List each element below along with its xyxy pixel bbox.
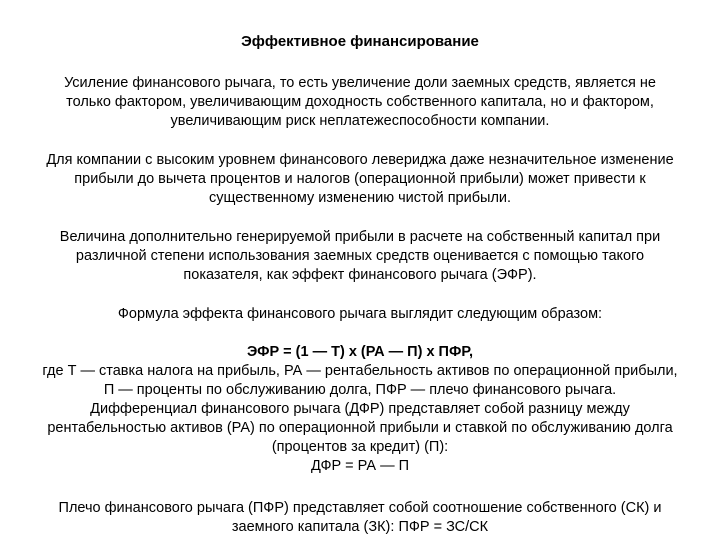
paragraph-high-leverage bbox=[0, 151, 720, 208]
text-line: Дифференциал финансового рычага (ДФР) представляет собой разницу между bbox=[90, 401, 630, 417]
text-line: заемного капитала (ЗК): ПФР = ЗС/СК bbox=[231, 519, 489, 535]
text-line: только фактором, увеличивающим доходность собственного капитала, но и фактором, bbox=[66, 94, 654, 110]
paragraph-formula-intro bbox=[0, 305, 720, 324]
text-line: (процентов за кредит) (П): bbox=[271, 439, 449, 455]
text-line: Плечо финансового рычага (ПФР) представляет собой соотношение собственного (СК) и bbox=[58, 500, 662, 516]
text-line: где Т — ставка налога на прибыль, РА — рентабельность активов по операционной прибыли, bbox=[42, 363, 678, 379]
text-line: увеличивающим риск неплатежеспособности компании. bbox=[170, 113, 550, 129]
text-line: рентабельностью активов (РА) по операционной прибыли и ставкой по обслуживанию долга bbox=[47, 420, 673, 436]
paragraph-leverage-risk bbox=[0, 74, 720, 131]
text-line: существенному изменению чистой прибыли. bbox=[208, 190, 512, 206]
paragraph-leverage-ratio bbox=[0, 499, 720, 537]
text-line: Величина дополнительно генерируемой прибыли в расчете на собственный капитал при bbox=[59, 229, 661, 245]
text-line: Формула эффекта финансового рычага выглядит следующим образом: bbox=[117, 306, 603, 322]
text-line: П — проценты по обслуживанию долга, ПФР — плечо финансового рычага. bbox=[103, 382, 617, 398]
efr-formula: ЭФР = (1 — Т) х (РА — П) х ПФР, bbox=[246, 344, 474, 360]
text-line: Усиление финансового рычага, то есть увеличение доли заемных средств, является не bbox=[64, 75, 656, 91]
dfr-formula: ДФР = РА — П bbox=[310, 458, 410, 474]
slide-title: Эффективное финансирование bbox=[241, 33, 479, 50]
text-line: различной степени использования заемных средств оценивается с помощью такого bbox=[75, 248, 645, 264]
paragraph-formula bbox=[0, 343, 720, 476]
text-line: показателя, как эффект финансового рычага (ЭФР). bbox=[183, 267, 537, 283]
text-line: Для компании с высоким уровнем финансового левериджа даже незначительное изменение bbox=[46, 152, 674, 168]
paragraph-efr-definition bbox=[0, 228, 720, 285]
text-line: прибыли до вычета процентов и налогов (операционной прибыли) может привести к bbox=[74, 171, 646, 187]
